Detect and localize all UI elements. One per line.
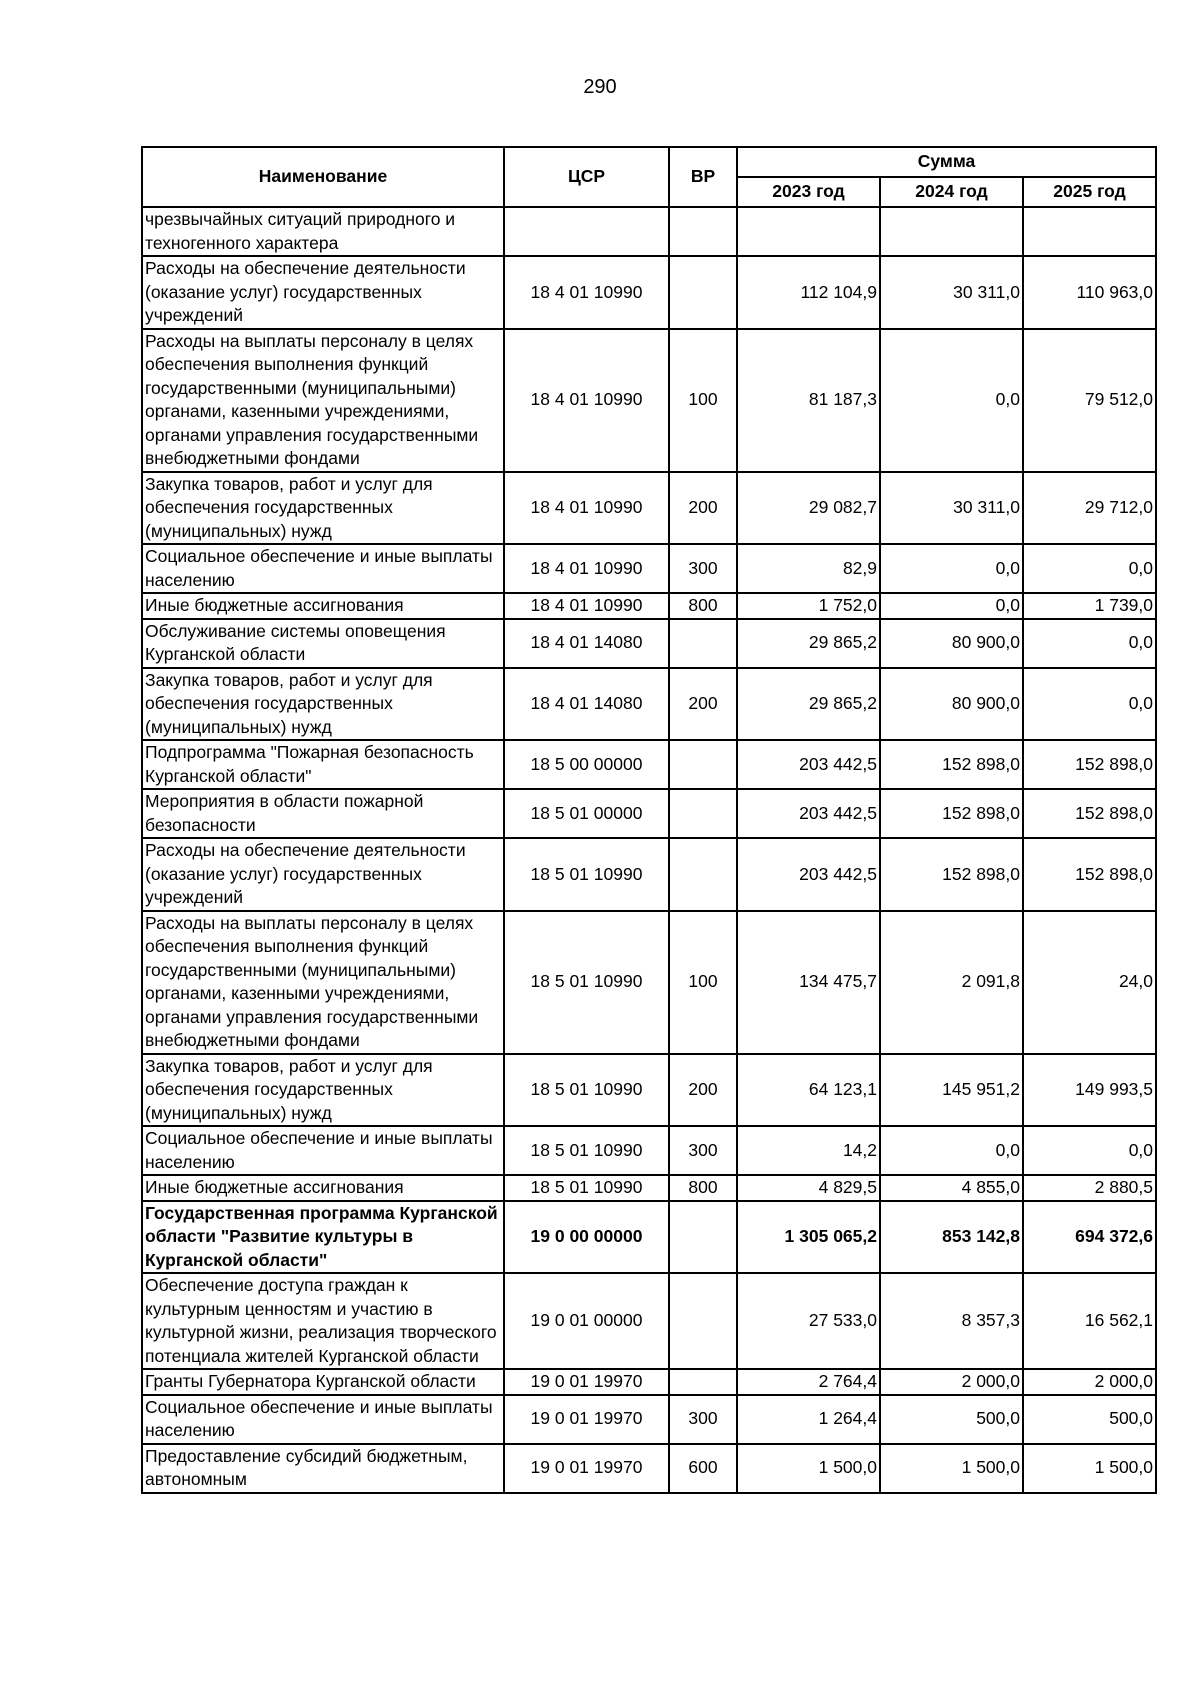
table-body [142,207,1156,1493]
row-2023: 1 752,0 [737,593,880,619]
row-2024: 4 855,0 [880,1175,1023,1201]
row-vr [669,1273,737,1369]
page-number: 290 [583,76,617,98]
table-row [142,1126,1156,1175]
row-csr: 18 4 01 10990 [504,472,669,545]
row-name: Закупка товаров, работ и услуг для обеспечения государственных (муниципальных) нужд [142,668,504,741]
table-row [142,1369,1156,1395]
row-vr: 200 [669,472,737,545]
header-csr: ЦСР [504,147,669,207]
table-row [142,1054,1156,1127]
row-vr: 300 [669,544,737,593]
row-2024: 500,0 [880,1395,1023,1444]
row-name: Мероприятия в области пожарной безопасности [142,789,504,838]
row-2025: 24,0 [1023,911,1156,1054]
row-2024: 8 357,3 [880,1273,1023,1369]
row-2024: 0,0 [880,329,1023,472]
table-row [142,838,1156,911]
table-row [142,329,1156,472]
row-2024: 80 900,0 [880,668,1023,741]
row-2025: 16 562,1 [1023,1273,1156,1369]
row-vr: 100 [669,329,737,472]
row-vr [669,1201,737,1274]
row-2024: 145 951,2 [880,1054,1023,1127]
row-2025: 1 739,0 [1023,593,1156,619]
row-2025: 1 500,0 [1023,1444,1156,1493]
row-2024: 0,0 [880,593,1023,619]
row-2025: 110 963,0 [1023,256,1156,329]
table-row [142,1201,1156,1274]
row-2023: 82,9 [737,544,880,593]
row-vr [669,619,737,668]
row-2025: 152 898,0 [1023,740,1156,789]
row-name: Гранты Губернатора Курганской области [142,1369,504,1395]
row-name: Иные бюджетные ассигнования [142,1175,504,1201]
row-2023: 203 442,5 [737,740,880,789]
row-name: Государственная программа Курганской области "Развитие культуры в Курганской области" [142,1201,504,1274]
row-2024: 0,0 [880,544,1023,593]
row-2024: 2 091,8 [880,911,1023,1054]
row-2023: 2 764,4 [737,1369,880,1395]
row-name: Обеспечение доступа граждан к культурным ценностям и участию в культурной жизни, реализация творческого потенциала жителей Курганской области [142,1273,504,1369]
row-2024: 30 311,0 [880,472,1023,545]
row-2025: 152 898,0 [1023,838,1156,911]
row-2024: 2 000,0 [880,1369,1023,1395]
table-row [142,1273,1156,1369]
table-row [142,619,1156,668]
row-csr: 18 4 01 10990 [504,256,669,329]
row-name: Социальное обеспечение и иные выплаты населению [142,1126,504,1175]
row-csr: 18 5 01 10990 [504,838,669,911]
header-sum: Сумма [737,147,1156,177]
row-vr [669,789,737,838]
row-2023: 112 104,9 [737,256,880,329]
row-2025: 79 512,0 [1023,329,1156,472]
row-csr: 18 5 01 10990 [504,1126,669,1175]
row-2025: 2 000,0 [1023,1369,1156,1395]
row-vr: 800 [669,593,737,619]
row-2025: 0,0 [1023,1126,1156,1175]
row-name: Обслуживание системы оповещения Курганской области [142,619,504,668]
table-row [142,1444,1156,1493]
table-row [142,1175,1156,1201]
table-row [142,911,1156,1054]
row-2025: 0,0 [1023,668,1156,741]
row-csr: 18 4 01 10990 [504,544,669,593]
row-2024: 853 142,8 [880,1201,1023,1274]
row-name: Расходы на обеспечение деятельности (оказание услуг) государственных учреждений [142,256,504,329]
row-2025: 149 993,5 [1023,1054,1156,1127]
header-name: Наименование [142,147,504,207]
row-2025 [1023,207,1156,256]
row-csr: 19 0 01 00000 [504,1273,669,1369]
row-csr: 19 0 00 00000 [504,1201,669,1274]
budget-table [141,146,1157,1494]
row-name: Закупка товаров, работ и услуг для обеспечения государственных (муниципальных) нужд [142,1054,504,1127]
table-row [142,668,1156,741]
row-name: Социальное обеспечение и иные выплаты населению [142,1395,504,1444]
row-vr [669,207,737,256]
table-row [142,472,1156,545]
row-2024: 80 900,0 [880,619,1023,668]
row-2025: 694 372,6 [1023,1201,1156,1274]
row-vr: 200 [669,668,737,741]
row-2023: 29 865,2 [737,619,880,668]
table-row [142,207,1156,256]
row-2024 [880,207,1023,256]
row-2025: 0,0 [1023,619,1156,668]
row-csr: 19 0 01 19970 [504,1395,669,1444]
row-vr: 100 [669,911,737,1054]
row-vr [669,256,737,329]
table-row [142,789,1156,838]
row-vr: 300 [669,1126,737,1175]
header-2024: 2024 год [880,177,1023,207]
row-vr: 200 [669,1054,737,1127]
header-2025: 2025 год [1023,177,1156,207]
row-2023: 29 082,7 [737,472,880,545]
row-vr [669,1369,737,1395]
row-csr: 19 0 01 19970 [504,1444,669,1493]
row-csr: 18 5 01 10990 [504,911,669,1054]
row-csr [504,207,669,256]
row-name: Предоставление субсидий бюджетным, автономным [142,1444,504,1493]
table-row [142,544,1156,593]
row-2025: 2 880,5 [1023,1175,1156,1201]
row-csr: 18 4 01 10990 [504,329,669,472]
row-2023: 1 500,0 [737,1444,880,1493]
row-2025: 152 898,0 [1023,789,1156,838]
row-csr: 18 5 01 10990 [504,1175,669,1201]
row-name: Подпрограмма "Пожарная безопасность Курганской области" [142,740,504,789]
row-2024: 152 898,0 [880,740,1023,789]
table-row [142,740,1156,789]
row-2024: 152 898,0 [880,789,1023,838]
table-row [142,256,1156,329]
row-2024: 30 311,0 [880,256,1023,329]
row-2025: 0,0 [1023,544,1156,593]
row-2023 [737,207,880,256]
row-2024: 0,0 [880,1126,1023,1175]
header-vr: ВР [669,147,737,207]
row-csr: 18 5 01 10990 [504,1054,669,1127]
row-name: Иные бюджетные ассигнования [142,593,504,619]
row-vr [669,838,737,911]
row-csr: 18 5 00 00000 [504,740,669,789]
row-csr: 18 4 01 10990 [504,593,669,619]
row-2023: 134 475,7 [737,911,880,1054]
row-csr: 19 0 01 19970 [504,1369,669,1395]
row-2023: 203 442,5 [737,838,880,911]
row-vr: 300 [669,1395,737,1444]
table-row [142,1395,1156,1444]
row-2023: 1 305 065,2 [737,1201,880,1274]
row-2023: 203 442,5 [737,789,880,838]
row-vr: 800 [669,1175,737,1201]
row-2023: 81 187,3 [737,329,880,472]
row-name: Расходы на обеспечение деятельности (оказание услуг) государственных учреждений [142,838,504,911]
row-name: чрезвычайных ситуаций природного и техногенного характера [142,207,504,256]
row-2023: 64 123,1 [737,1054,880,1127]
row-2023: 27 533,0 [737,1273,880,1369]
header-row [142,147,1156,177]
row-csr: 18 4 01 14080 [504,668,669,741]
row-2024: 152 898,0 [880,838,1023,911]
row-2025: 29 712,0 [1023,472,1156,545]
row-2025: 500,0 [1023,1395,1156,1444]
row-csr: 18 4 01 14080 [504,619,669,668]
row-name: Социальное обеспечение и иные выплаты населению [142,544,504,593]
row-2024: 1 500,0 [880,1444,1023,1493]
header-2023: 2023 год [737,177,880,207]
row-2023: 4 829,5 [737,1175,880,1201]
row-vr: 600 [669,1444,737,1493]
row-2023: 1 264,4 [737,1395,880,1444]
row-2023: 29 865,2 [737,668,880,741]
row-name: Расходы на выплаты персоналу в целях обеспечения выполнения функций государственными (муниципальными) органами, казенными учреждениями, органами управления государственными внебюджетными фондами [142,329,504,472]
row-name: Расходы на выплаты персоналу в целях обеспечения выполнения функций государственными (муниципальными) органами, казенными учреждениями, органами управления государственными внебюджетными фондами [142,911,504,1054]
row-vr [669,740,737,789]
table-row [142,593,1156,619]
row-csr: 18 5 01 00000 [504,789,669,838]
row-name: Закупка товаров, работ и услуг для обеспечения государственных (муниципальных) нужд [142,472,504,545]
row-2023: 14,2 [737,1126,880,1175]
